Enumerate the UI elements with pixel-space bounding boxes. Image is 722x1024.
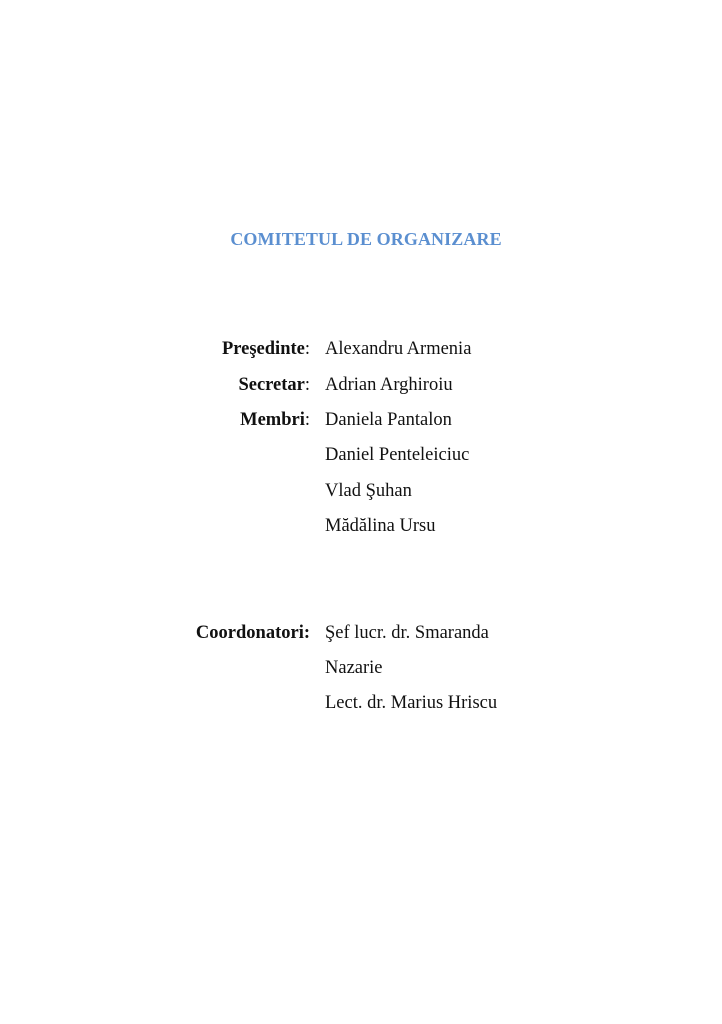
role-label-coordinators <box>196 619 310 647</box>
member-name: Vlad Şuhan <box>325 481 412 501</box>
committee-row-member <box>0 441 722 469</box>
coordinators-row <box>0 689 722 717</box>
role-name: Secretar <box>238 375 305 395</box>
role-name: Membri <box>240 410 305 430</box>
coordinator-name: Nazarie <box>325 658 383 678</box>
coordinator-name: Şef lucr. dr. Smaranda <box>325 623 489 643</box>
committee-row-member <box>0 512 722 540</box>
role-label-members <box>240 406 310 434</box>
role-name: Preşedinte <box>221 339 305 359</box>
committee-row-member <box>0 477 722 505</box>
member-name: Daniela Pantalon <box>325 410 452 430</box>
role-colon: : <box>304 375 310 395</box>
committee-row-secretary <box>0 371 722 399</box>
member-name: Alexandru Armenia <box>325 339 472 359</box>
coordinators-row <box>0 654 722 682</box>
role-name: Coordonatori: <box>195 623 310 643</box>
page-title: COMITETUL DE ORGANIZARE <box>230 229 502 249</box>
member-name: Mădălina Ursu <box>325 516 436 536</box>
coordinators-row <box>0 619 722 647</box>
role-colon: : <box>304 410 310 430</box>
role-label-president <box>222 335 310 363</box>
member-name: Adrian Arghiroiu <box>325 375 453 395</box>
committee-row-members <box>0 406 722 434</box>
coordinator-name: Lect. dr. Marius Hriscu <box>325 693 498 713</box>
role-label-secretary <box>238 371 310 399</box>
member-name: Daniel Penteleiciuc <box>325 445 470 465</box>
committee-row-president <box>0 335 722 363</box>
role-colon: : <box>304 339 310 359</box>
